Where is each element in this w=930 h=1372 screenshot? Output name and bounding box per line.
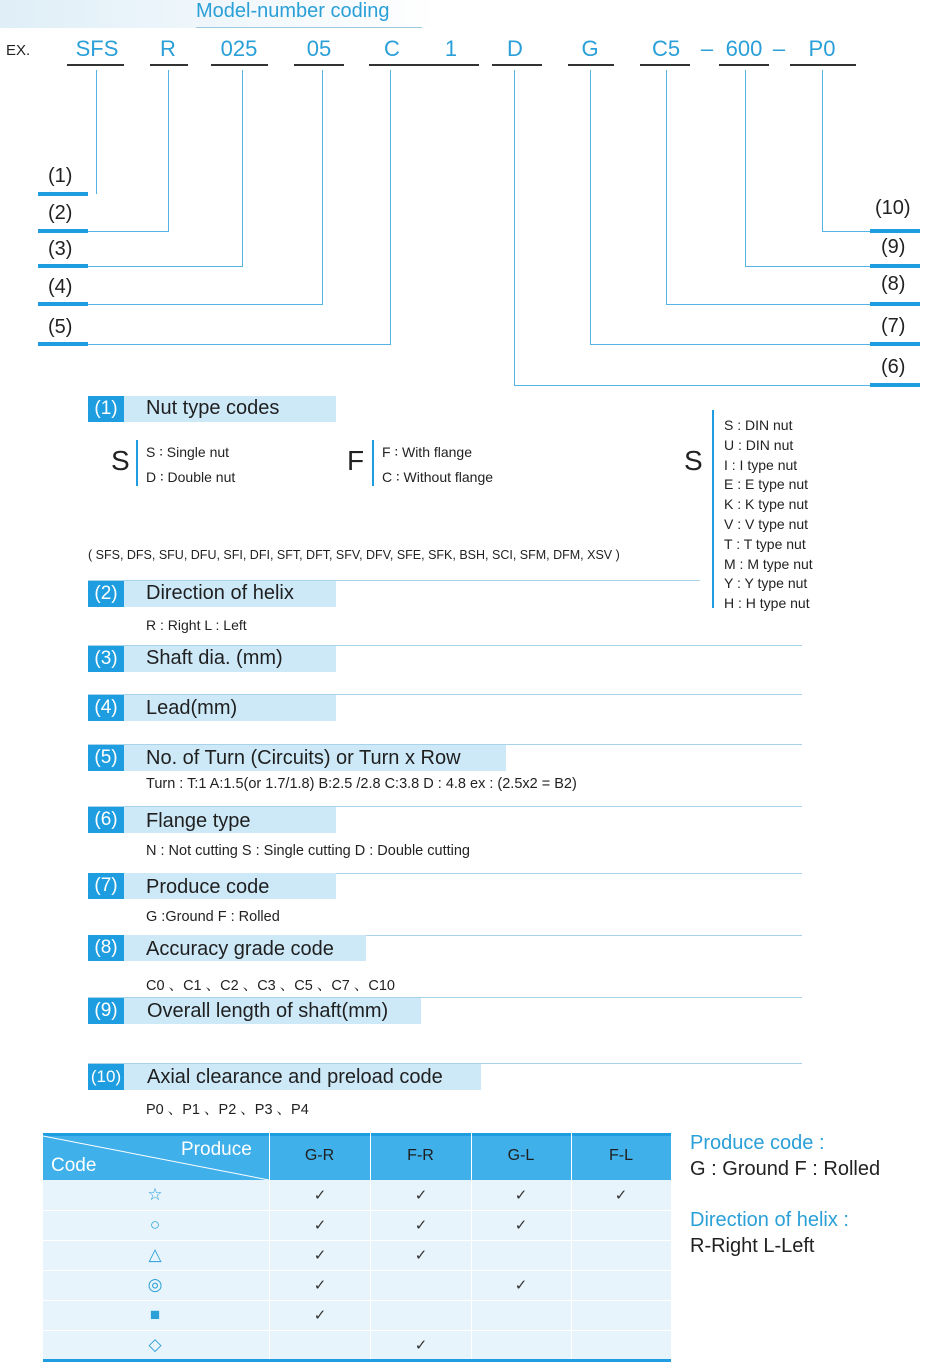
- label-4: (4): [48, 276, 73, 298]
- row-separator: [43, 1210, 671, 1211]
- legend-helix-heading: Direction of helix :: [690, 1209, 849, 1231]
- col-separator: [269, 1133, 270, 1361]
- label-2: (2): [48, 202, 73, 224]
- circle-icon: ○: [149, 1215, 161, 1234]
- row-separator: [43, 1270, 671, 1271]
- legend-produce-text: G : Ground F : Rolled: [690, 1158, 881, 1180]
- connector-9-h: [745, 266, 871, 267]
- nut-group2-item1: F ∶ With flange: [382, 444, 473, 460]
- connector-10-v: [822, 70, 823, 232]
- check-mark: ✓: [313, 1187, 327, 1204]
- section-1-title: Nut type codes: [146, 397, 280, 419]
- connector-8-h: [666, 304, 871, 305]
- nut-group1-bar: [136, 440, 138, 486]
- underline-3: [211, 64, 268, 66]
- check-mark: ✓: [514, 1187, 528, 1204]
- nut-item: U : DIN nut: [724, 436, 794, 453]
- underline-4: [294, 64, 344, 66]
- check-mark: ✓: [313, 1307, 327, 1324]
- nut-group2-bar: [372, 440, 374, 486]
- square-icon: ■: [149, 1305, 161, 1324]
- nut-group2-letter: F: [347, 445, 365, 476]
- check-mark: ✓: [414, 1337, 428, 1354]
- label-5: (5): [48, 316, 73, 338]
- underline-9: [719, 64, 769, 66]
- section-1-number: (1): [88, 396, 124, 422]
- legend-produce-heading: Produce code :: [690, 1132, 825, 1154]
- label-6-bar: [870, 383, 920, 387]
- section-8-number: (8): [88, 935, 124, 961]
- check-mark: ✓: [614, 1187, 628, 1204]
- connector-4-h: [88, 304, 323, 305]
- section-9-number: (9): [88, 998, 124, 1024]
- code-token-series: SFS: [75, 36, 119, 61]
- underline-6: [492, 64, 542, 66]
- nut-item: I : I type nut: [724, 456, 798, 473]
- nut-group2-item2: C ∶ Without flange: [382, 469, 494, 485]
- section-10-title: Axial clearance and preload code: [147, 1066, 443, 1088]
- check-mark: ✓: [313, 1247, 327, 1264]
- nut-item: V : V type nut: [724, 515, 809, 532]
- nut-item: Y : Y type nut: [724, 575, 808, 592]
- connector-3-v: [242, 70, 243, 267]
- row-separator: [43, 1240, 671, 1241]
- connector-1-v: [96, 70, 97, 194]
- check-mark: ✓: [313, 1277, 327, 1294]
- code-token-shaft: 025: [220, 36, 258, 61]
- underline-8: [640, 64, 690, 66]
- connector-6-h: [514, 385, 871, 386]
- section-7-number: (7): [88, 873, 124, 899]
- section-6-number: (6): [88, 807, 124, 833]
- code-token-preload: P0: [808, 36, 836, 61]
- connector-6-v: [514, 70, 515, 386]
- code-token-produce: G: [581, 36, 599, 61]
- table-bottom-line: [43, 1359, 671, 1362]
- code-token-length: 600: [725, 36, 763, 61]
- underline-1: [67, 64, 124, 66]
- nut-group3-list: [724, 416, 813, 614]
- section-2-desc: R : Right L : Left: [146, 617, 247, 633]
- nut-item: H : H type nut: [724, 595, 810, 612]
- code-token-dash1: –: [700, 36, 714, 61]
- underline-7: [568, 64, 614, 66]
- connector-4-v: [322, 70, 323, 305]
- nut-group1-letter: S: [111, 445, 130, 476]
- section-4-number: (4): [88, 695, 124, 721]
- section-8-title: Accuracy grade code: [146, 938, 334, 960]
- section-3-number: (3): [88, 646, 124, 672]
- label-1-bar: [38, 192, 88, 196]
- nut-group1-item1: S ∶ Single nut: [146, 444, 230, 460]
- label-4-bar: [38, 302, 88, 306]
- connector-7-v: [590, 70, 591, 345]
- code-token-flange: D: [507, 36, 523, 61]
- col-header-gr: G-R: [304, 1147, 335, 1164]
- col-separator: [571, 1133, 572, 1361]
- code-token-grade: C5: [651, 36, 681, 61]
- section-10-desc: P0 、P1 、P2 、P3 、P4: [146, 1102, 309, 1118]
- check-mark: ✓: [514, 1277, 528, 1294]
- diamond-icon: ◇: [148, 1335, 162, 1354]
- col-separator: [471, 1133, 472, 1361]
- section-9-title: Overall length of shaft(mm): [147, 1000, 389, 1022]
- title-underline: [196, 27, 422, 28]
- label-9-bar: [870, 264, 920, 268]
- check-mark: ✓: [414, 1247, 428, 1264]
- check-mark: ✓: [313, 1217, 327, 1234]
- nut-item: T : T type nut: [724, 535, 806, 552]
- section-10-number: (10): [88, 1064, 124, 1090]
- page-title: Model-number coding: [196, 0, 390, 22]
- underline-2: [150, 64, 188, 66]
- connector-9-v: [745, 70, 746, 267]
- code-token-helix: R: [160, 36, 176, 61]
- nut-item: S : DIN nut: [724, 417, 793, 433]
- section-7-title: Produce code: [146, 876, 270, 898]
- code-token-dash2: –: [772, 36, 786, 61]
- section-5-number: (5): [88, 745, 124, 771]
- nut-item: M : M type nut: [724, 555, 813, 572]
- row-separator: [43, 1300, 671, 1301]
- col-header-fr: F-R: [407, 1147, 434, 1164]
- code-token-row: 1: [444, 36, 458, 61]
- col-separator: [370, 1133, 371, 1361]
- label-8-bar: [870, 302, 920, 306]
- nut-group1-item2: D ∶ Double nut: [146, 469, 236, 485]
- nut-item: E : E type nut: [724, 476, 809, 493]
- triangle-icon: △: [148, 1245, 162, 1264]
- section-7-desc: G :Ground F : Rolled: [146, 909, 280, 925]
- label-2-bar: [38, 229, 88, 233]
- label-5-bar: [38, 342, 88, 346]
- section-5-desc: Turn : T:1 A:1.5(or 1.7/1.8) B:2.5 /2.8 C:3.8 D : 4.8 ex : (2.5x2 = B2): [146, 776, 577, 792]
- nut-group3-bar: [712, 410, 714, 608]
- star-icon: ☆: [147, 1185, 163, 1204]
- col-header-fl: F-L: [609, 1147, 633, 1164]
- section-8-desc: C0 、C1 、C2 、C3 、C5 、C7 、C10: [146, 978, 395, 994]
- connector-7-h: [590, 344, 871, 345]
- connector-2-h: [88, 231, 169, 232]
- section-5-title: No. of Turn (Circuits) or Turn x Row: [146, 747, 461, 769]
- check-mark: ✓: [514, 1217, 528, 1234]
- code-token-lead: 05: [306, 36, 332, 61]
- section-4-title: Lead(mm): [146, 697, 238, 719]
- section-6-title: Flange type: [146, 810, 251, 832]
- example-label: EX.: [6, 42, 31, 59]
- connector-8-v: [666, 70, 667, 305]
- section-6-desc: N : Not cutting S : Single cutting D : Double cutting: [146, 843, 470, 859]
- corner-produce: Produce: [181, 1139, 252, 1160]
- label-1: (1): [48, 165, 73, 187]
- code-token-turn: C: [384, 36, 400, 61]
- connector-5-h: [88, 344, 391, 345]
- underline-5: [369, 64, 479, 66]
- col-header-gl: G-L: [507, 1147, 535, 1164]
- connector-3-h: [88, 266, 243, 267]
- corner-code: Code: [51, 1155, 97, 1176]
- check-mark: ✓: [414, 1187, 428, 1204]
- connector-5-v: [390, 70, 391, 345]
- label-3: (3): [48, 238, 73, 260]
- connector-2-v: [168, 70, 169, 232]
- section-2-number: (2): [88, 581, 124, 607]
- underline-10: [790, 64, 856, 66]
- label-10: (10): [875, 197, 911, 219]
- check-mark: ✓: [414, 1217, 428, 1234]
- double-circle-icon: ◎: [147, 1275, 163, 1294]
- label-6: (6): [881, 356, 906, 378]
- connector-10-h: [822, 231, 871, 232]
- label-10-bar: [870, 229, 920, 233]
- legend-helix-text: R-Right L-Left: [690, 1235, 815, 1257]
- label-7: (7): [881, 315, 906, 337]
- label-3-bar: [38, 264, 88, 268]
- nut-group3-letter: S: [684, 445, 703, 476]
- label-9: (9): [881, 236, 906, 258]
- label-8: (8): [881, 273, 906, 295]
- section-2-title: Direction of helix: [146, 582, 294, 604]
- section-3-title: Shaft dia. (mm): [146, 647, 283, 669]
- nut-item: K : K type nut: [724, 496, 809, 513]
- label-7-bar: [870, 342, 920, 346]
- row-separator: [43, 1330, 671, 1331]
- series-note: ( SFS, DFS, SFU, DFU, SFI, DFI, SFT, DFT, SFV, DFV, SFE, SFK, BSH, SCI, SFM, DFM, XSV ): [88, 548, 620, 562]
